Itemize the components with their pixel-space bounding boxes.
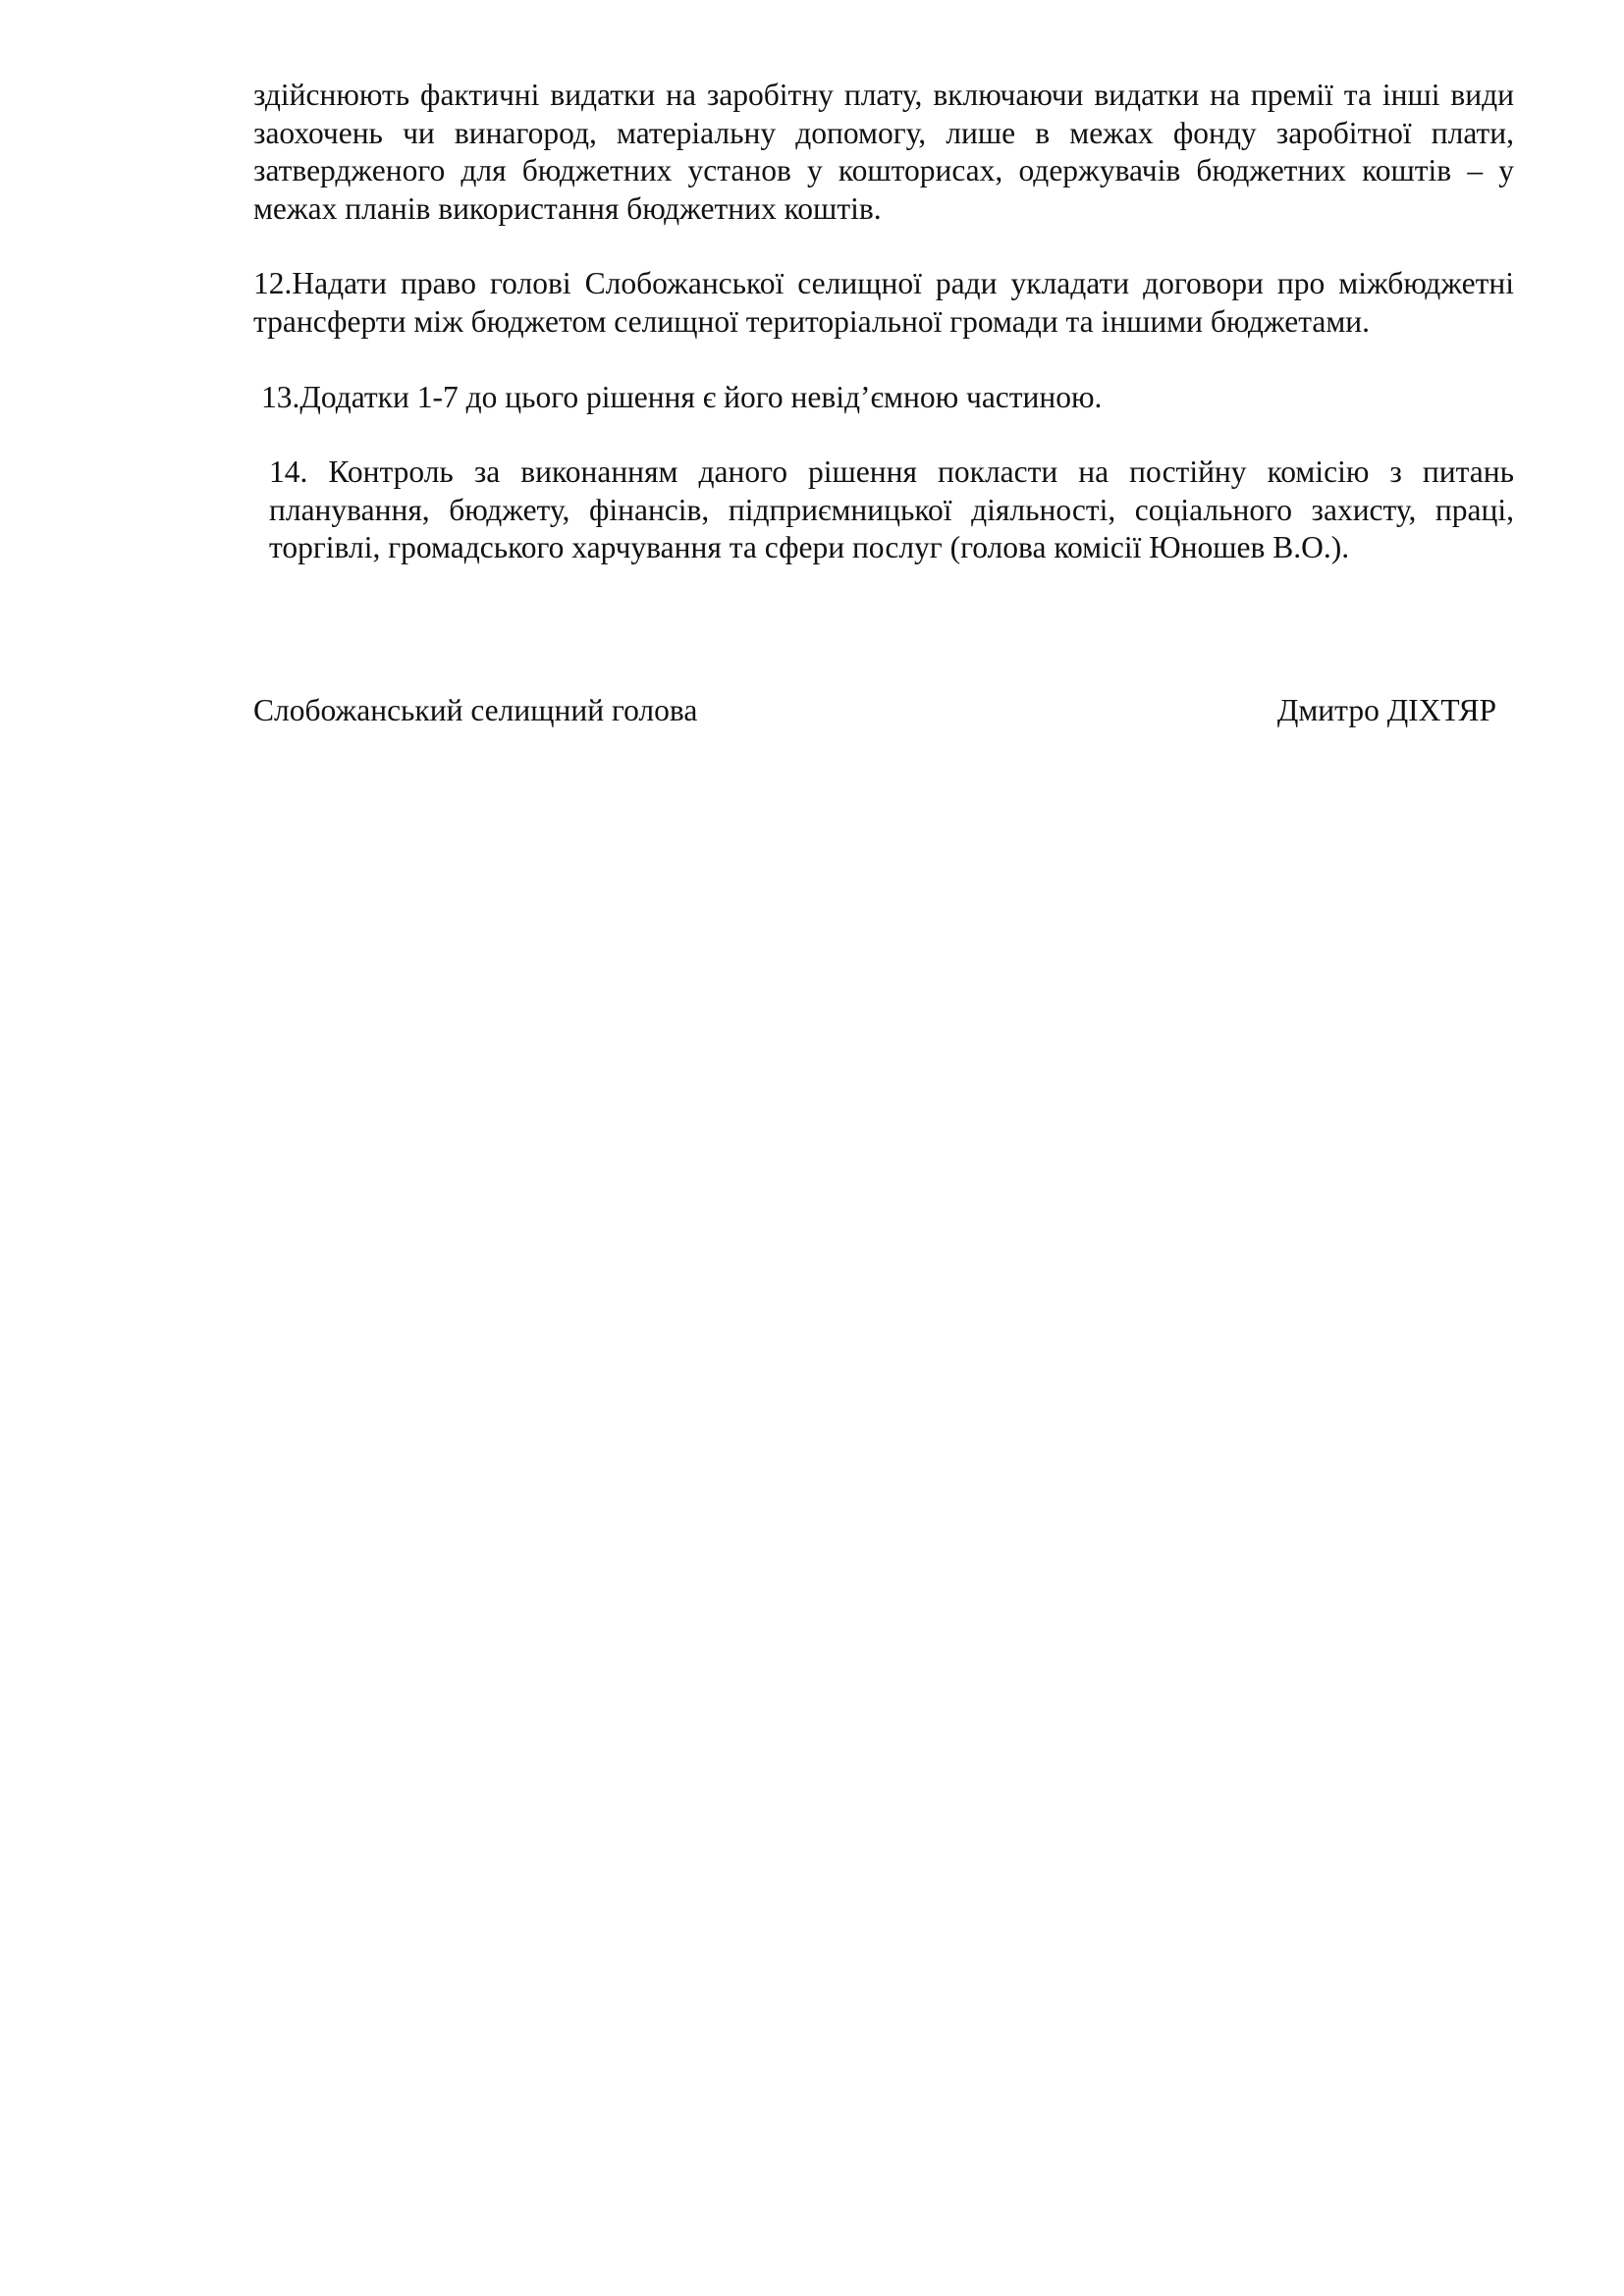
signature-name: Дмитро ДІХТЯР <box>1276 693 1496 727</box>
paragraph-salary-expenses: здійснюють фактичні видатки на заробітну плату, включаючи видатки на премії та інші види заохочень чи винагород, матеріальну допомогу, лише в межах фонду заробітної плати, затвердженого для бюджетних установ у кошторисах, одержувачів бюджетних коштів – у межах планів використання бюджетних коштів. <box>253 78 1514 226</box>
signature-position: Слобожанський селищний голова <box>253 693 698 727</box>
paragraph-12-interbudget-transfers: 12.Надати право голові Слобожанської селищної ради укладати договори про міжбюджетні трансферти між бюджетом селищної територіальної громади та іншими бюджетами. <box>253 266 1514 339</box>
document-body <box>253 77 1514 567</box>
paragraph-14-control: 14. Контроль за виконанням даного рішення покласти на постійну комісію з питань планування, бюджету, фінансів, підприємницької діяльності, соціального захисту, праці, торгівлі, громадського харчування та сфери послуг (голова комісії Юношев В.О.). <box>269 454 1514 565</box>
paragraph-13-annexes: 13.Додатки 1-7 до цього рішення є його невід’ємною частиною. <box>261 379 1103 414</box>
signature-block <box>253 692 1496 730</box>
